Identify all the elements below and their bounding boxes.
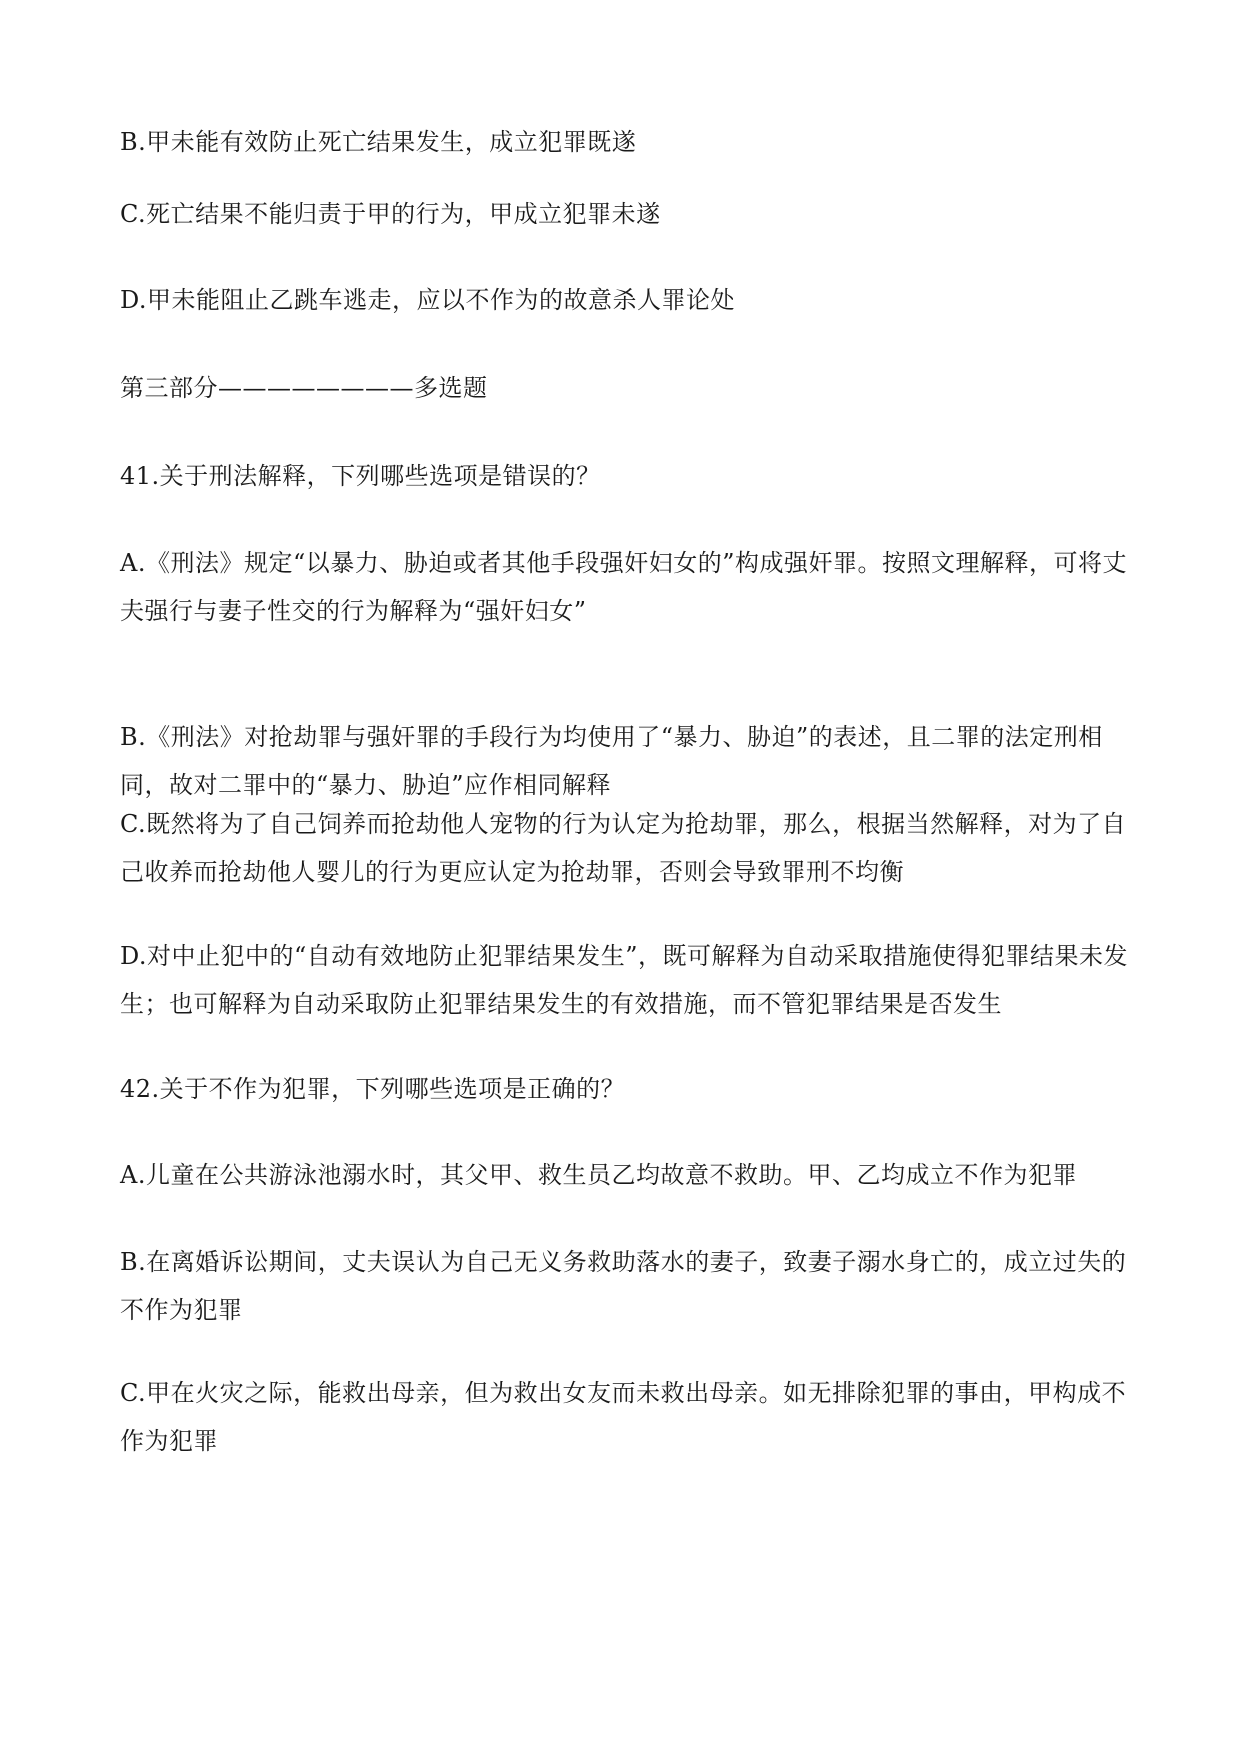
option-c-q40: C.死亡结果不能归责于甲的行为，甲成立犯罪未遂 <box>120 200 661 228</box>
option-c-q41: C.既然将为了自己饲养而抢劫他人宠物的行为认定为抢劫罪，那么，根据当然解释，对为了自己收养而抢劫他人婴儿的行为更应认定为抢劫罪，否则会导致罪刑不均衡 <box>120 810 1127 886</box>
option-b-q41: B.《刑法》对抢劫罪与强奸罪的手段行为均使用了“暴力、胁迫”的表述，且二罪的法定刑相同，故对二罪中的“暴力、胁迫”应作相同解释 <box>120 723 1103 799</box>
option-b-q40: B.甲未能有效防止死亡结果发生，成立犯罪既遂 <box>120 128 637 156</box>
question-42: 42.关于不作为犯罪，下列哪些选项是正确的？ <box>120 1075 626 1103</box>
option-a-q41: A.《刑法》规定“以暴力、胁迫或者其他手段强奸妇女的”构成强奸罪。按照文理解释，可将丈夫强行与妻子性交的行为解释为“强奸妇女” <box>120 549 1127 625</box>
option-a-q42: A.儿童在公共游泳池溺水时，其父甲、救生员乙均故意不救助。甲、乙均成立不作为犯罪 <box>120 1161 1077 1189</box>
option-d-q40: D.甲未能阻止乙跳车逃走，应以不作为的故意杀人罪论处 <box>120 286 736 314</box>
option-d-q41: D.对中止犯中的“自动有效地防止犯罪结果发生”，既可解释为自动采取措施使得犯罪结果未发生；也可解释为自动采取防止犯罪结果发生的有效措施，而不管犯罪结果是否发生 <box>120 942 1129 1018</box>
option-b-q42: B.在离婚诉讼期间，丈夫误认为自己无义务救助落水的妻子，致妻子溺水身亡的，成立过失的不作为犯罪 <box>120 1248 1127 1324</box>
option-c-q42: C.甲在火灾之际，能救出母亲，但为救出女友而未救出母亲。如无排除犯罪的事由，甲构成不作为犯罪 <box>120 1379 1127 1455</box>
question-41: 41.关于刑法解释，下列哪些选项是错误的？ <box>120 462 601 490</box>
section-heading: 第三部分————————多选题 <box>120 374 488 402</box>
